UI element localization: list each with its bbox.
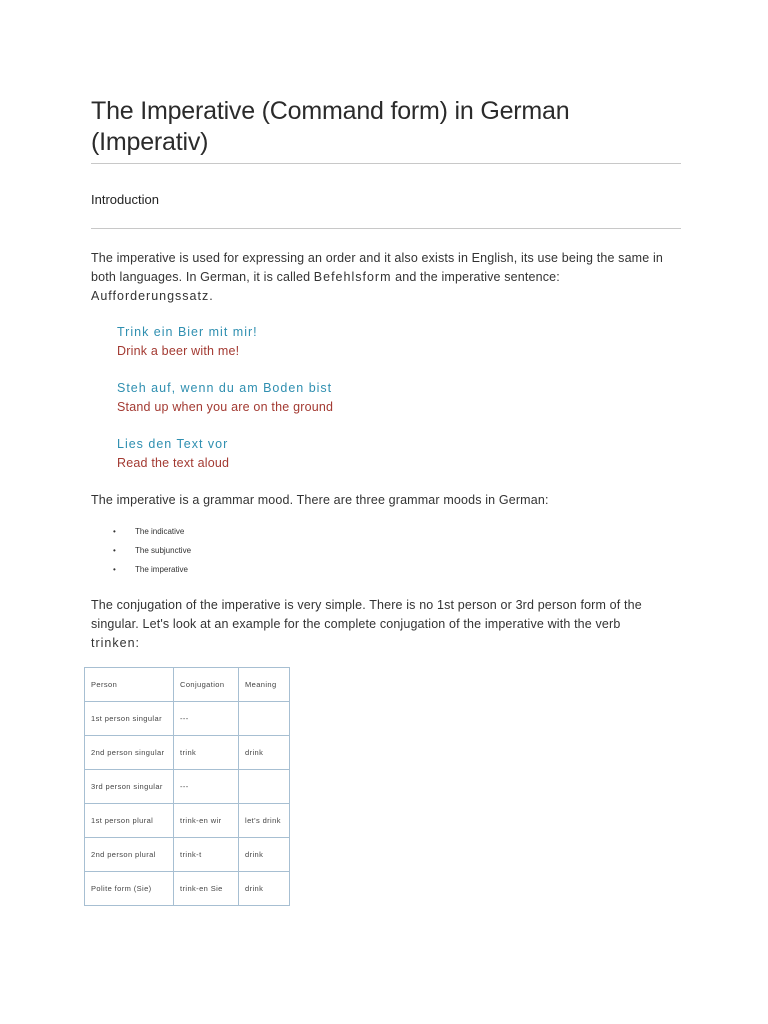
document-page <box>91 96 681 906</box>
english-translation: Read the text aloud <box>117 456 230 470</box>
header-meaning: Meaning <box>239 668 290 702</box>
mood-label: The indicative <box>135 527 185 536</box>
cell-conjugation: trink-en Sie <box>174 872 239 906</box>
cell-conjugation: --- <box>174 770 239 804</box>
example-item <box>117 435 681 473</box>
intro-paragraph <box>91 249 671 306</box>
cell-meaning <box>239 702 290 736</box>
german-example: Trink ein Bier mit mir! <box>117 325 258 339</box>
english-translation: Stand up when you are on the ground <box>117 400 334 414</box>
list-item <box>113 541 681 560</box>
term-befehlsform: Befehlsform <box>313 270 392 284</box>
header-conjugation: Conjugation <box>174 668 239 702</box>
section-heading: Introduction <box>91 192 159 207</box>
german-example: Lies den Text vor <box>117 437 229 451</box>
page-title: The Imperative (Command form) in German (Imperativ) <box>91 97 570 156</box>
cell-conjugation: trink-t <box>174 838 239 872</box>
intro-text-1: The imperative is used for expressing an order and it also exists in English, its use being the same in both languages. In German, it is called <box>91 251 663 284</box>
cell-person: 1st person singular <box>85 702 174 736</box>
cell-person: 3rd person singular <box>85 770 174 804</box>
table-header-row <box>85 668 290 702</box>
list-item <box>113 522 681 541</box>
cell-conjugation: trink <box>174 736 239 770</box>
intro-text-2: and the imperative sentence: <box>391 270 560 284</box>
header-person: Person <box>85 668 174 702</box>
cell-meaning <box>239 770 290 804</box>
english-translation: Drink a beer with me! <box>117 344 240 358</box>
list-item <box>113 560 681 579</box>
table-row <box>85 770 290 804</box>
section-divider <box>91 228 681 229</box>
cell-person: 2nd person singular <box>85 736 174 770</box>
example-item <box>117 323 681 361</box>
conjugation-text-2: : <box>135 636 140 650</box>
cell-meaning: let's drink <box>239 804 290 838</box>
term-aufforderungssatz: Aufforderungssatz <box>91 289 210 303</box>
cell-person: 2nd person plural <box>85 838 174 872</box>
bullet-icon: • <box>113 527 116 536</box>
conjugation-paragraph <box>91 596 671 653</box>
cell-person: 1st person plural <box>85 804 174 838</box>
table-row <box>85 838 290 872</box>
bullet-icon: • <box>113 565 116 574</box>
cell-conjugation: trink-en wir <box>174 804 239 838</box>
table-row <box>85 872 290 906</box>
cell-meaning: drink <box>239 736 290 770</box>
conjugation-table <box>84 667 290 906</box>
table-row <box>85 804 290 838</box>
cell-conjugation: --- <box>174 702 239 736</box>
example-item <box>117 379 681 417</box>
table-row <box>85 736 290 770</box>
mood-label: The subjunctive <box>135 546 192 555</box>
examples-list <box>117 323 681 473</box>
cell-person: Polite form (Sie) <box>85 872 174 906</box>
moods-list <box>91 522 681 579</box>
table-row <box>85 702 290 736</box>
cell-meaning: drink <box>239 838 290 872</box>
intro-text-3: . <box>209 289 213 303</box>
title-divider <box>91 163 681 164</box>
cell-meaning: drink <box>239 872 290 906</box>
mood-label: The imperative <box>135 565 188 574</box>
moods-intro: The imperative is a grammar mood. There are three grammar moods in German: <box>91 493 549 507</box>
german-example: Steh auf, wenn du am Boden bist <box>117 381 333 395</box>
verb-trinken: trinken <box>91 636 136 650</box>
conjugation-text-1: The conjugation of the imperative is very simple. There is no 1st person or 3rd person form of the singular. Let's look at an example for the complete conjugation of the imperative with the verb <box>91 598 642 631</box>
bullet-icon: • <box>113 546 116 555</box>
